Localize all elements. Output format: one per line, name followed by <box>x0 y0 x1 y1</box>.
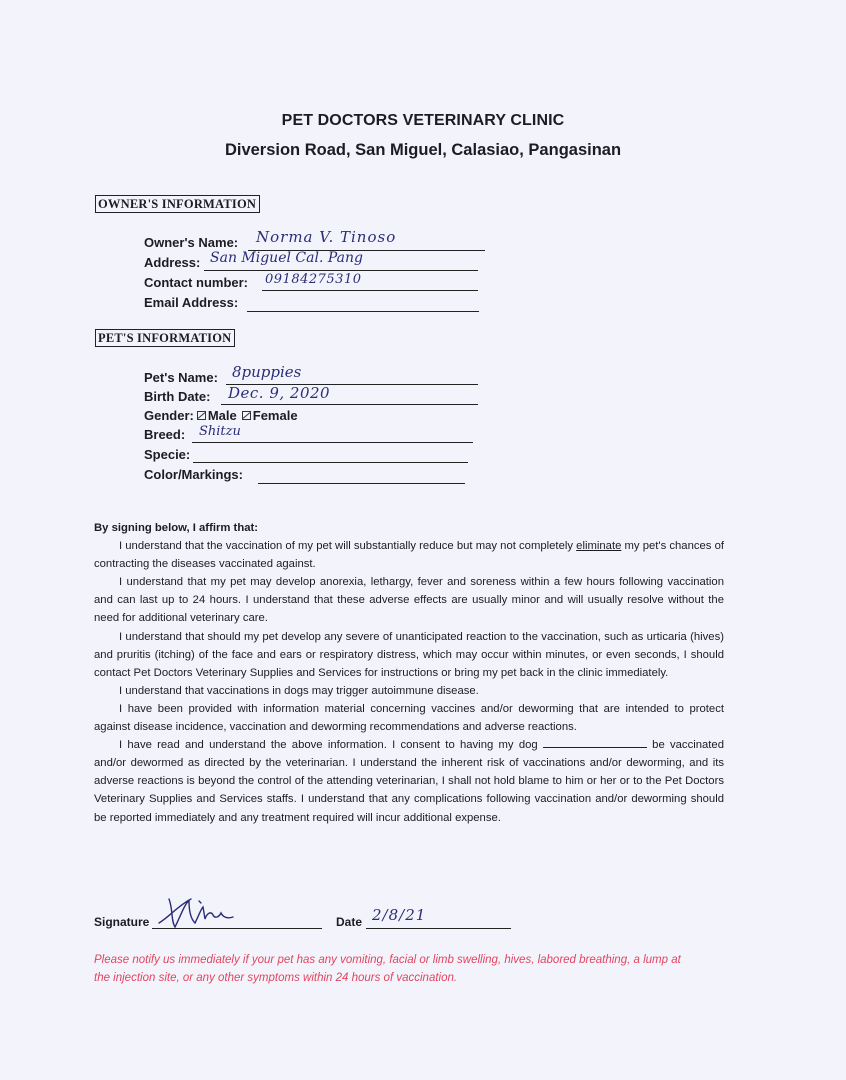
birth-date-line <box>221 404 478 405</box>
dog-name-blank[interactable] <box>543 738 647 748</box>
email-address-line <box>247 311 479 312</box>
email-address-label: Email Address: <box>144 295 239 310</box>
date-line <box>366 928 511 929</box>
female-checkbox[interactable] <box>242 411 251 420</box>
gender-row <box>144 408 298 424</box>
consent-paragraph-1 <box>94 537 724 573</box>
signature-label: Signature <box>94 915 150 929</box>
vaccination-notice: Please notify us immediately if your pet has any vomiting, facial or limb swelling, hives, labored breathing, a lump at the injection site, or any other symptoms within 24 hours of vaccination. <box>94 954 681 984</box>
date-label: Date <box>336 915 363 929</box>
pet-section-title: PET'S INFORMATION <box>95 329 235 347</box>
birth-date-label: Birth Date: <box>144 389 211 404</box>
breed-label: Breed: <box>144 427 186 442</box>
consent-paragraph-2: I understand that my pet may develop anorexia, lethargy, fever and soreness within a few hours following vaccination and can last up to 24 hours. I understand that these adverse effects are usually minor and will usually resolve without the need for additional veterinary care. <box>94 576 724 625</box>
contact-number-label: Contact number: <box>144 275 248 290</box>
male-checkbox[interactable] <box>197 411 206 420</box>
owner-name-label: Owner's Name: <box>144 235 239 250</box>
owner-address-label: Address: <box>144 255 201 270</box>
female-option-label: Female <box>252 408 298 423</box>
owner-address-line <box>204 270 478 271</box>
breed-field[interactable]: Shitzu <box>199 424 241 439</box>
consent-p6-text: I have read and understand the above information. I consent to having my dog <box>119 739 538 752</box>
color-markings-label: Color/Markings: <box>144 467 243 482</box>
consent-text <box>94 519 724 827</box>
clinic-address: Diversion Road, San Miguel, Calasiao, Pangasinan <box>224 141 622 159</box>
breed-line <box>192 442 473 443</box>
pet-name-label: Pet's Name: <box>144 370 218 385</box>
consent-p1-text-end: my pet's chances of contracting the diseases vaccinated against. <box>94 540 725 571</box>
pet-name-field[interactable]: 8puppies <box>232 363 302 381</box>
consent-paragraph-3: I understand that should my pet develop any severe of unanticipated reaction to the vaccination, such as urticaria (hives) and pruritis (itching) of the face and ears or respiratory distress, which may occur within minutes, or even seconds, I should contact Pet Doctors Veterinary Supplies and Services for instructions or bring my pet back in the clinic immediately. <box>94 630 724 679</box>
consent-lead: By signing below, I affirm that: <box>94 522 259 534</box>
gender-label: Gender: <box>144 408 194 423</box>
consent-paragraph-5: I have been provided with information material concerning vaccines and/or deworming that are intended to protect against disease incidence, vaccination and deworming recommendations and adverse reactions. <box>94 702 724 734</box>
owner-address-field[interactable]: San Miguel Cal. Pang <box>210 250 363 266</box>
consent-p1-underlined: eliminate <box>576 540 622 553</box>
consent-paragraph-6 <box>94 736 724 826</box>
specie-line[interactable] <box>193 462 468 463</box>
contact-number-line <box>262 290 478 291</box>
color-markings-line[interactable] <box>258 483 465 484</box>
owner-name-field[interactable]: Norma V. Tinoso <box>256 228 397 246</box>
handwritten-signature[interactable] <box>155 893 245 933</box>
consent-p6-text-end: be vaccinated and/or dewormed as directed by the veterinarian. I understand the inherent risk of vaccinations and/or deworming, and its adverse reactions is beyond the control of the attending veterinarian, I shall not hold blame to him or her or to the Pet Doctors Veterinary Supplies and Services staffs. I understand that any complications following vaccination and/or deworming should be reported immediately and any treatment required will incur additional expense. <box>94 739 724 824</box>
contact-number-field[interactable]: 09184275310 <box>265 272 362 287</box>
owner-section-title: OWNER'S INFORMATION <box>95 195 260 213</box>
consent-p1-text: I understand that the vaccination of my pet will substantially reduce but may not completely <box>119 540 574 553</box>
clinic-name: PET DOCTORS VETERINARY CLINIC <box>281 112 565 129</box>
specie-label: Specie: <box>144 447 191 462</box>
consent-paragraph-4: I understand that vaccinations in dogs may trigger autoimmune disease. <box>119 684 479 697</box>
date-field[interactable]: 2/8/21 <box>372 906 427 924</box>
birth-date-field[interactable]: Dec. 9, 2020 <box>228 384 331 402</box>
male-option-label: Male <box>207 408 237 423</box>
